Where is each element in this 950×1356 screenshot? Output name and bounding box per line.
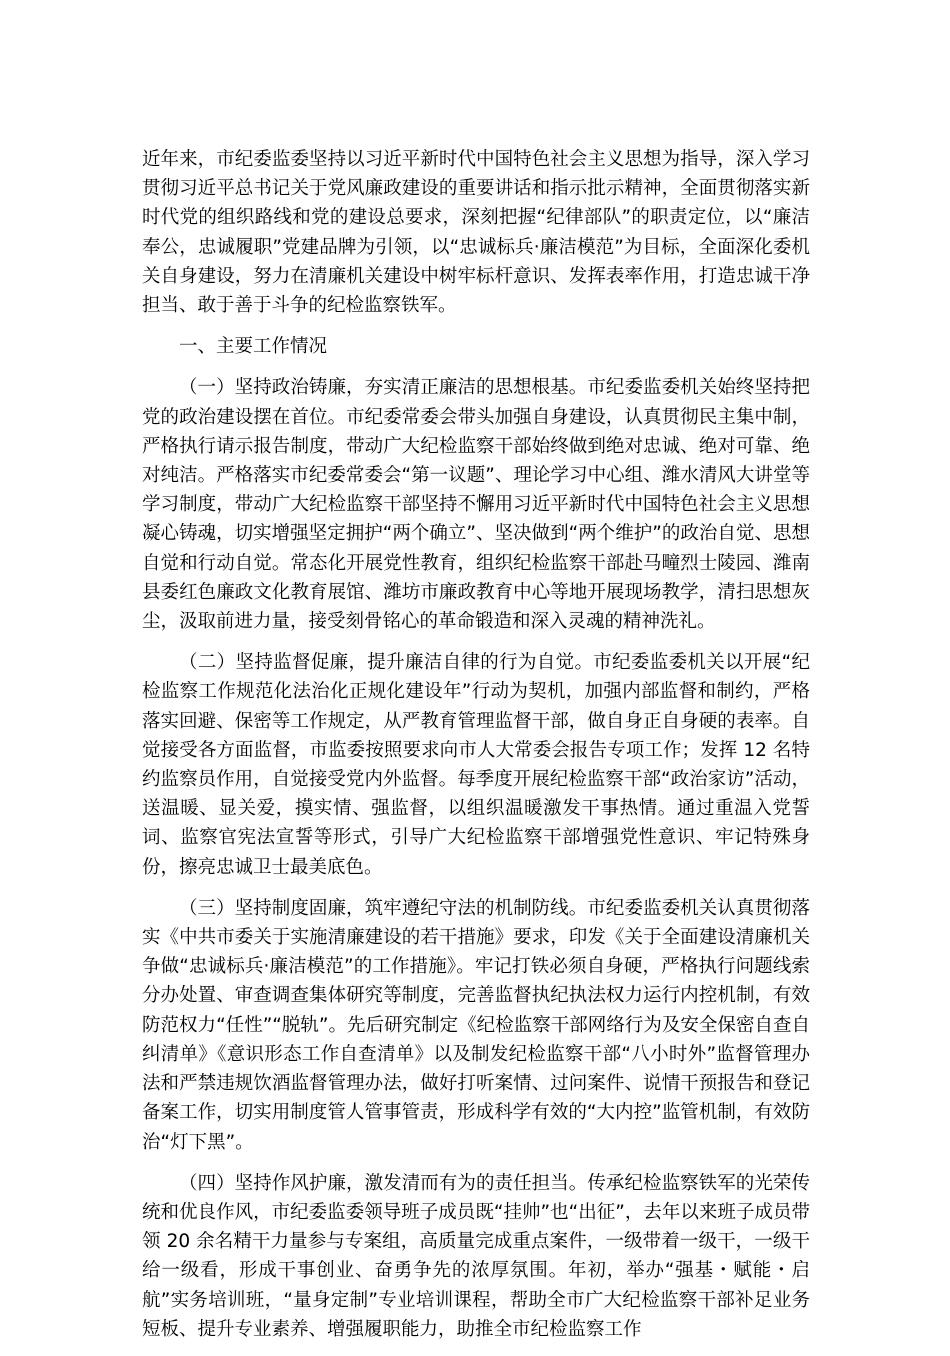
document-body (142, 145, 829, 1356)
paragraph-political: （一）坚持政治铸廉，夯实清正廉洁的思想根基。市纪委监委机关始终坚持把党的政治建设摆在首位。市纪委常委会带头加强自身建设，认真贯彻民主集中制，严格执行请示报告制度，带动广大纪检监察干部始终做到绝对忠诚、绝对可靠、绝对纯洁。严格落实市纪委常委会“第一议题”、理论学习中心组、潍水清风大讲堂等学习制度，带动广大纪检监察干部坚持不懈用习近平新时代中国特色社会主义思想凝心铸魂，切实增强坚定拥护“两个确立”、坚决做到“两个维护”的政治自觉、思想自觉和行动自觉。常态化开展党性教育，组织纪检监察干部赴马疃烈士陵园、潍南县委红色廉政文化教育展馆、潍坊市廉政教育中心等地开展现场教学，清扫思想灰尘，汲取前进力量，接受刻骨铭心的革命锻造和深入灵魂的精神洗礼。 (142, 377, 810, 633)
intro-paragraph: 近年来，市纪委监委坚持以习近平新时代中国特色社会主义思想为指导，深入学习贯彻习近平总书记关于党风廉政建设的重要讲话和指示批示精神，全面贯彻落实新时代党的组织路线和党的建设总要求，深刻把握“纪律部队”的职责定位，以“廉洁奉公，忠诚履职”党建品牌为引领，以“忠诚标兵·廉洁模范”为目标，全面深化委机关自身建设，努力在清廉机关建设中树牢标杆意识、发挥表率作用，打造忠诚干净担当、敢于善于斗争的纪检监察铁军。 (142, 149, 810, 317)
paragraph-institution: （三）坚持制度固廉，筑牢遵纪守法的机制防线。市纪委监委机关认真贯彻落实《中共市委关于实施清廉建设的若干措施》要求，印发《关于全面建设清廉机关 争做“忠诚标兵·廉洁模范”的工作措施》。牢记打铁必须自身硬，严格执行问题线索分办处置、审查调查集体研究等制度，完善监督执纪执法权力运行内控机制，有效防范权力“任性”“脱轨”。先后研究制定《纪检监察干部网络行为及安全保密自查自纠清单》《意识形态工作自查清单》以及制发纪检监察干部“八小时外”监督管理办法和严禁违规饮酒监督管理办法，做好打听案情、过问案件、说情干预报告和登记备案工作，切实用制度管人管事管责，形成科学有效的“大内控”监管机制，有效防治“灯下黑”。 (142, 897, 829, 1153)
paragraph-supervision: （二）坚持监督促廉，提升廉洁自律的行为自觉。市纪委监委机关以开展“纪检监察工作规范化法治化正规化建设年”行动为契机，加强内部监督和制约，严格落实回避、保密等工作规定，从严教育管理监督干部，做自身正自身硬的表率。自觉接受各方面监督，市监委按照要求向市人大常委会报告专项工作；发挥 12 名特约监察员作用，自觉接受党内外监督。每季度开展纪检监察干部“政治家访”活动，送温暖、显关爱，摸实情、强监督，以组织温暖激发干事热情。通过重温入党誓词、监察官宪法宣誓等形式，引导广大纪检监察干部增强党性意识、牢记特殊身份，擦亮忠诚卫士最美底色。 (142, 652, 810, 878)
section-heading: 一、主要工作情况 (179, 336, 328, 358)
paragraph-conduct: （四）坚持作风护廉，激发清而有为的责任担当。传承纪检监察铁军的光荣传统和优良作风，市纪委监委领导班子成员既“挂帅”也“出征”，去年以来班子成员带领 20 余名精干力量参与专案组，高质量完成重点案件，一级带着一级干，一级干给一级看，形成干事创业、奋勇争先的浓厚氛围。年初，举办“强基・赋能・启航”实务培训班，“量身定制”专业培训课程，帮助全市广大纪检监察干部补足业务短板、提升专业素养、增强履职能力，助推全市纪检监察工作 (142, 1172, 810, 1340)
